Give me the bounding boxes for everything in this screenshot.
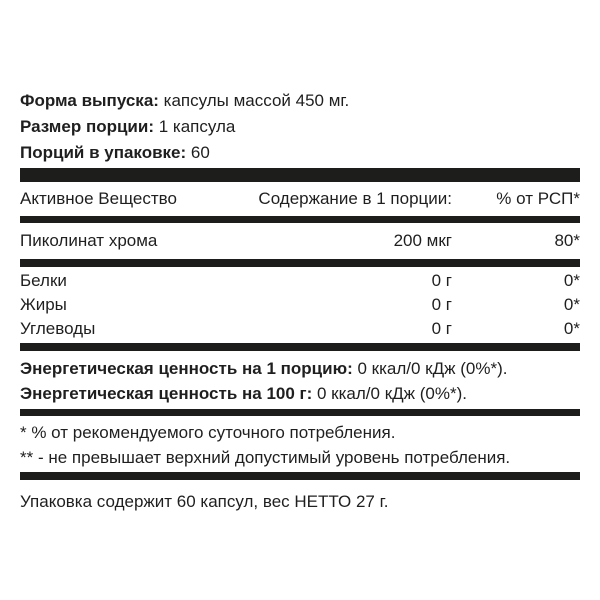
divider-below-active bbox=[20, 259, 580, 267]
macronutrient-rows bbox=[20, 267, 580, 343]
divider-below-macros bbox=[20, 343, 580, 351]
serving-size-line bbox=[20, 114, 580, 140]
macro-name: Углеводы bbox=[20, 319, 96, 338]
footnotes-block bbox=[20, 416, 580, 472]
servings-per-pack-value: 60 bbox=[186, 143, 210, 162]
serving-size-label: Размер порции: bbox=[20, 117, 154, 136]
divider-below-header bbox=[20, 216, 580, 223]
macro-rsp: 0* bbox=[563, 295, 580, 314]
header-rsp-percent: % от РСП* bbox=[496, 189, 580, 208]
energy-per-100g-line bbox=[20, 381, 580, 406]
macro-amount: 0 г bbox=[431, 295, 452, 314]
macro-amount: 0 г bbox=[431, 271, 452, 290]
release-form-label: Форма выпуска: bbox=[20, 91, 159, 110]
product-intro-block bbox=[20, 88, 580, 166]
divider-below-energy bbox=[20, 409, 580, 416]
energy-value-block bbox=[20, 351, 580, 409]
energy-per-100g-value: 0 ккал/0 кДж (0%*). bbox=[312, 384, 467, 403]
macro-name: Жиры bbox=[20, 295, 67, 314]
divider-top-thick bbox=[20, 168, 580, 182]
footnote-upper-limit: ** - не превышает верхний допустимый уровень потребления. bbox=[20, 448, 511, 467]
package-contents-note: Упаковка содержит 60 капсул, вес НЕТТО 27 г. bbox=[20, 492, 389, 511]
macro-amount: 0 г bbox=[431, 319, 452, 338]
energy-per-serving-line bbox=[20, 356, 580, 381]
table-header-row bbox=[20, 182, 580, 216]
table-row-carbohydrates bbox=[20, 317, 580, 341]
table-row-chromium-picolinate bbox=[20, 223, 580, 259]
ingredient-amount: 200 мкг bbox=[393, 231, 452, 250]
macro-name: Белки bbox=[20, 271, 67, 290]
ingredient-rsp: 80* bbox=[554, 231, 580, 250]
table-row-fats bbox=[20, 293, 580, 317]
release-form-line bbox=[20, 88, 580, 114]
header-per-serving: Содержание в 1 порции: bbox=[258, 189, 452, 208]
serving-size-value: 1 капсула bbox=[154, 117, 236, 136]
macro-rsp: 0* bbox=[563, 271, 580, 290]
macro-rsp: 0* bbox=[563, 319, 580, 338]
energy-per-serving-label: Энергетическая ценность на 1 порцию: bbox=[20, 359, 353, 378]
servings-per-pack-label: Порций в упаковке: bbox=[20, 143, 187, 162]
divider-below-footnotes bbox=[20, 472, 580, 480]
header-active-substance: Активное Вещество bbox=[20, 189, 177, 208]
servings-per-pack-line bbox=[20, 140, 580, 166]
table-row-proteins bbox=[20, 269, 580, 293]
ingredient-name: Пиколинат хрома bbox=[20, 231, 158, 250]
footnote-rsp: * % от рекомендуемого суточного потребления. bbox=[20, 423, 396, 442]
energy-per-serving-value: 0 ккал/0 кДж (0%*). bbox=[352, 359, 508, 378]
energy-per-100g-label: Энергетическая ценность на 100 г: bbox=[20, 384, 313, 403]
release-form-value: капсулы массой 450 мг. bbox=[158, 91, 350, 110]
